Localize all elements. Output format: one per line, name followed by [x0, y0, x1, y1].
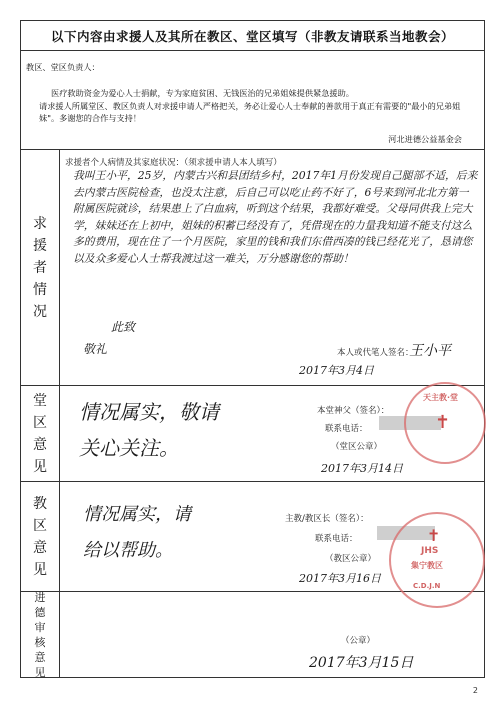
- request-story: 我叫王小平，25岁，内蒙古兴和县团结乡村，2017年1月份发现自己腿部不适，后来去内蒙古医院检查，也没太注意，后自己可以吃止药不好了，6号来到河北北方第一附属医院就诊，结果患上了白血病，听到这个结果，我都好难受。父母同供我上完大学，妹妹还在上初中，姐妹的积蓄已经没有了，凭借现在的力量我知道不能支付这么多的费用，现在住了一个月医院，家里的钱和我们东借西凑的钱已经花光了，恳请您以及众多爱心人士帮我渡过这一难关，万分感谢您的帮助！: [73, 169, 478, 265]
- foundation-signature: 河北进德公益基金会: [388, 134, 462, 144]
- request-instruction: 求援者个人病情及其家庭状况：（须求援申请人本人填写）: [65, 158, 282, 168]
- diocese-opinion-line1: 情况属实，请: [83, 504, 191, 525]
- parish-phone-label: 联系电话：: [325, 424, 368, 434]
- cross-icon-diocese: ✝: [427, 526, 441, 545]
- request-content: [59, 150, 484, 385]
- responsible-person-label: 教区、堂区负责人：: [26, 62, 100, 72]
- diocese-label: 教 区 意 见: [21, 482, 60, 591]
- closing-2: 敬礼: [83, 342, 108, 356]
- parish-seal-label: （堂区公章）: [331, 442, 383, 452]
- diocese-phone-label: 联系电话：: [315, 534, 358, 544]
- request-sign-value: 王小平: [409, 343, 451, 359]
- review-section: [21, 592, 484, 677]
- review-content: [59, 592, 484, 677]
- parish-opinion-line1: 情况属实，敬请: [79, 400, 219, 424]
- application-form: [20, 20, 485, 678]
- diocese-opinion-line2: 给以帮助。: [83, 540, 173, 561]
- form-header-title: 以下内容由求援人及其所在教区、堂区填写（非教友请联系当地教会）: [21, 21, 484, 51]
- parish-priest-label: 本堂神父（签名）：: [317, 406, 390, 416]
- request-label: 求 援 者 情 况: [21, 150, 60, 385]
- notice-paragraph-2: 请求援人所属堂区、教区负责人对求援申请人严格把关，务必让爱心人士奉献的善款用于真正有需要的"最小的兄弟姐妹"。多谢您的合作与支持！: [39, 101, 461, 123]
- parish-section: [21, 386, 484, 482]
- review-label: 进 德 审 核 意 见: [21, 592, 60, 677]
- diocese-stamp-jhs: JHS: [421, 546, 439, 556]
- request-sign-label: 本人或代笔人签名：: [337, 348, 414, 358]
- parish-date: 2017年3月14日: [321, 462, 403, 475]
- parish-content: [59, 386, 484, 481]
- page-number: 2: [472, 686, 478, 695]
- diocese-priest-label: 主教/教区长（签名）：: [285, 514, 369, 524]
- review-date: 2017年3月15日: [309, 655, 414, 671]
- diocese-content: [59, 482, 484, 591]
- parish-label: 堂 区 意 见: [21, 386, 60, 481]
- cross-icon: ✝: [435, 412, 451, 433]
- diocese-stamp-letters: C.D.J.N: [413, 582, 441, 590]
- notice-paragraph-1: 医疗救助资金为爱心人士捐献，专为家庭贫困、无钱医治的兄弟姐妹提供紧急援助。: [51, 88, 354, 98]
- request-section: [21, 150, 484, 386]
- parish-opinion-line2: 关心关注。: [79, 436, 179, 460]
- diocese-stamp-sub: 集宁教区: [411, 561, 443, 570]
- diocese-date: 2017年3月16日: [299, 572, 381, 585]
- diocese-seal-label: （教区公章）: [325, 554, 377, 564]
- closing-1: 此致: [111, 320, 136, 334]
- review-seal-label: （公章）: [341, 636, 376, 646]
- diocese-section: [21, 482, 484, 592]
- parish-stamp-text: 天主教·堂: [423, 393, 459, 402]
- request-date: 2017年3月4日: [299, 364, 374, 377]
- notice-section: [21, 51, 484, 150]
